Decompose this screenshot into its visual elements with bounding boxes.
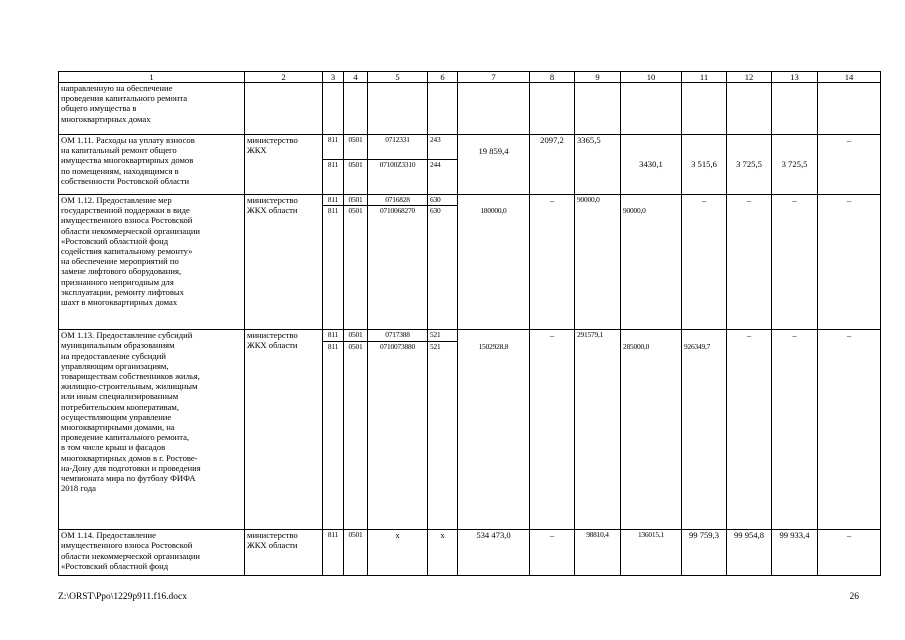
year-2015-cell: 90000,0 bbox=[575, 195, 621, 330]
year-2017-cell: – bbox=[682, 195, 727, 330]
year-cell bbox=[727, 83, 772, 135]
table-row bbox=[59, 530, 881, 576]
csr-cell: 0712331 bbox=[368, 135, 428, 160]
header-row bbox=[59, 72, 881, 83]
year-2020-cell: – bbox=[818, 135, 881, 195]
rzpr-cell: 0501 bbox=[344, 135, 368, 160]
table-row bbox=[59, 135, 881, 160]
total-cell: 534 473,0 bbox=[458, 530, 530, 576]
header-cell: 11 bbox=[682, 72, 727, 83]
year-cell bbox=[621, 83, 682, 135]
page-number: 26 bbox=[849, 592, 859, 602]
year-2016-cell: 285000,0 bbox=[621, 330, 682, 530]
rzpr-cell: 0501 bbox=[344, 330, 368, 342]
year-2016-cell: 136015,1 bbox=[621, 530, 682, 576]
grbs-cell: 811 bbox=[323, 530, 344, 576]
rzpr-cell: 0501 bbox=[344, 160, 368, 195]
grbs-cell: 811 bbox=[323, 160, 344, 195]
grbs-cell: 811 bbox=[323, 195, 344, 206]
csr-cell: 0710068270 bbox=[368, 206, 428, 330]
grbs-cell bbox=[323, 83, 344, 135]
executor-cell bbox=[245, 83, 323, 135]
rzpr-cell: 0501 bbox=[344, 195, 368, 206]
table-row bbox=[59, 83, 881, 135]
year-2020-cell: – bbox=[818, 195, 881, 330]
header-cell: 10 bbox=[621, 72, 682, 83]
executor-cell: министерство ЖКХ области bbox=[245, 195, 323, 330]
vr-cell: 244 bbox=[428, 160, 458, 195]
year-2015-cell: 98810,4 bbox=[575, 530, 621, 576]
footer-file-path: Z:\ORST\Ppo\1229p911.f16.docx bbox=[58, 592, 187, 602]
header-cell: 5 bbox=[368, 72, 428, 83]
header-cell: 8 bbox=[530, 72, 575, 83]
csr-cell: 0716828 bbox=[368, 195, 428, 206]
year-2016-cell: 90000,0 bbox=[621, 195, 682, 330]
total-cell bbox=[458, 83, 530, 135]
header-cell: 4 bbox=[344, 72, 368, 83]
year-cell bbox=[682, 83, 727, 135]
measure-name-cell: направленную на обеспечение проведения капитального ремонта общего имущества в многоквартирных домах bbox=[59, 83, 245, 135]
year-2014-cell: – bbox=[530, 530, 575, 576]
grbs-cell: 811 bbox=[323, 330, 344, 342]
header-cell: 14 bbox=[818, 72, 881, 83]
year-2014-cell: – bbox=[530, 195, 575, 330]
rzpr-cell: 0501 bbox=[344, 206, 368, 330]
rzpr-cell: 0501 bbox=[344, 530, 368, 576]
year-2015-cell: 291579,1 bbox=[575, 330, 621, 530]
vr-cell: 630 bbox=[428, 206, 458, 330]
measure-name-cell: ОМ 1.11. Расходы на уплату взносов на капитальный ремонт общего имущества многоквартирных домов по помещениям, находящимся в собственности Ростовской области bbox=[59, 135, 245, 195]
year-2015-cell: 3365,5 bbox=[575, 135, 621, 195]
vr-cell: 521 bbox=[428, 330, 458, 342]
header-cell: 9 bbox=[575, 72, 621, 83]
year-2019-cell: – bbox=[772, 330, 818, 530]
executor-cell: министерство ЖКХ области bbox=[245, 330, 323, 530]
year-cell bbox=[530, 83, 575, 135]
rzpr-cell: 0501 bbox=[344, 342, 368, 530]
year-2018-cell: 3 725,5 bbox=[727, 135, 772, 195]
vr-cell bbox=[428, 83, 458, 135]
year-2016-cell: 3430,1 bbox=[621, 135, 682, 195]
vr-cell: 521 bbox=[428, 342, 458, 530]
header-cell: 13 bbox=[772, 72, 818, 83]
year-2017-cell: 3 515,6 bbox=[682, 135, 727, 195]
year-2018-cell: – bbox=[727, 330, 772, 530]
header-cell: 6 bbox=[428, 72, 458, 83]
measure-name-cell: ОМ 1.13. Предоставление субсидий муниципальным образованиям на предоставление субсидий управляющим организациям, товариществам собственников жилья, жилищно-строительным, жилищным или иным специализированным потребительским кооперативам, осуществляющим управление многоквартирными домами, на проведение капитального ремонта, в том числе крыш и фасадов многоквартирных домов в г. Ростове- на-Дону для подготовки и проведения чемпионата мира по футболу ФИФА 2018 года bbox=[59, 330, 245, 530]
year-2019-cell: 3 725,5 bbox=[772, 135, 818, 195]
vr-cell: 243 bbox=[428, 135, 458, 160]
measure-name-cell: ОМ 1.14. Предоставление имущественного взноса Ростовской области некоммерческой организации «Ростовский областной фонд bbox=[59, 530, 245, 576]
csr-cell: 07100Z3310 bbox=[368, 160, 428, 195]
header-cell: 7 bbox=[458, 72, 530, 83]
year-2017-cell: 99 759,3 bbox=[682, 530, 727, 576]
grbs-cell: 811 bbox=[323, 342, 344, 530]
executor-cell: министерство ЖКХ bbox=[245, 135, 323, 195]
total-cell: 19 859,4 bbox=[458, 135, 530, 195]
year-cell bbox=[818, 83, 881, 135]
csr-cell: х bbox=[368, 530, 428, 576]
year-2019-cell: – bbox=[772, 195, 818, 330]
grbs-cell: 811 bbox=[323, 206, 344, 330]
program-table bbox=[58, 71, 880, 576]
year-2017-cell: 926349,7 bbox=[682, 330, 727, 530]
csr-cell: 0717388 bbox=[368, 330, 428, 342]
year-2018-cell: 99 954,8 bbox=[727, 530, 772, 576]
header-cell: 1 bbox=[59, 72, 245, 83]
year-2020-cell: – bbox=[818, 330, 881, 530]
vr-cell: х bbox=[428, 530, 458, 576]
csr-cell: 0710073880 bbox=[368, 342, 428, 530]
grbs-cell: 811 bbox=[323, 135, 344, 160]
header-cell: 2 bbox=[245, 72, 323, 83]
header-cell: 12 bbox=[727, 72, 772, 83]
year-cell bbox=[575, 83, 621, 135]
year-2014-cell: – bbox=[530, 330, 575, 530]
total-cell: 1502928,8 bbox=[458, 330, 530, 530]
table-row bbox=[59, 195, 881, 206]
vr-cell: 630 bbox=[428, 195, 458, 206]
csr-cell bbox=[368, 83, 428, 135]
year-2020-cell: – bbox=[818, 530, 881, 576]
year-2014-cell: 2097,2 bbox=[530, 135, 575, 195]
measure-name-cell: ОМ 1.12. Предоставление мер государственной поддержки в виде имущественного взноса Ростовской области некоммерческой организации «Ростовский областной фонд содействия капитальному ремонту» на обеспечение мероприятий по замене лифтового оборудования, признанного непригодным для эксплуатации, ремонту лифтовых шахт в многоквартирных домах bbox=[59, 195, 245, 330]
header-cell: 3 bbox=[323, 72, 344, 83]
total-cell: 180000,0 bbox=[458, 195, 530, 330]
executor-cell: министерство ЖКХ области bbox=[245, 530, 323, 576]
year-2018-cell: – bbox=[727, 195, 772, 330]
year-cell bbox=[772, 83, 818, 135]
table-row bbox=[59, 330, 881, 342]
year-2019-cell: 99 933,4 bbox=[772, 530, 818, 576]
rzpr-cell bbox=[344, 83, 368, 135]
